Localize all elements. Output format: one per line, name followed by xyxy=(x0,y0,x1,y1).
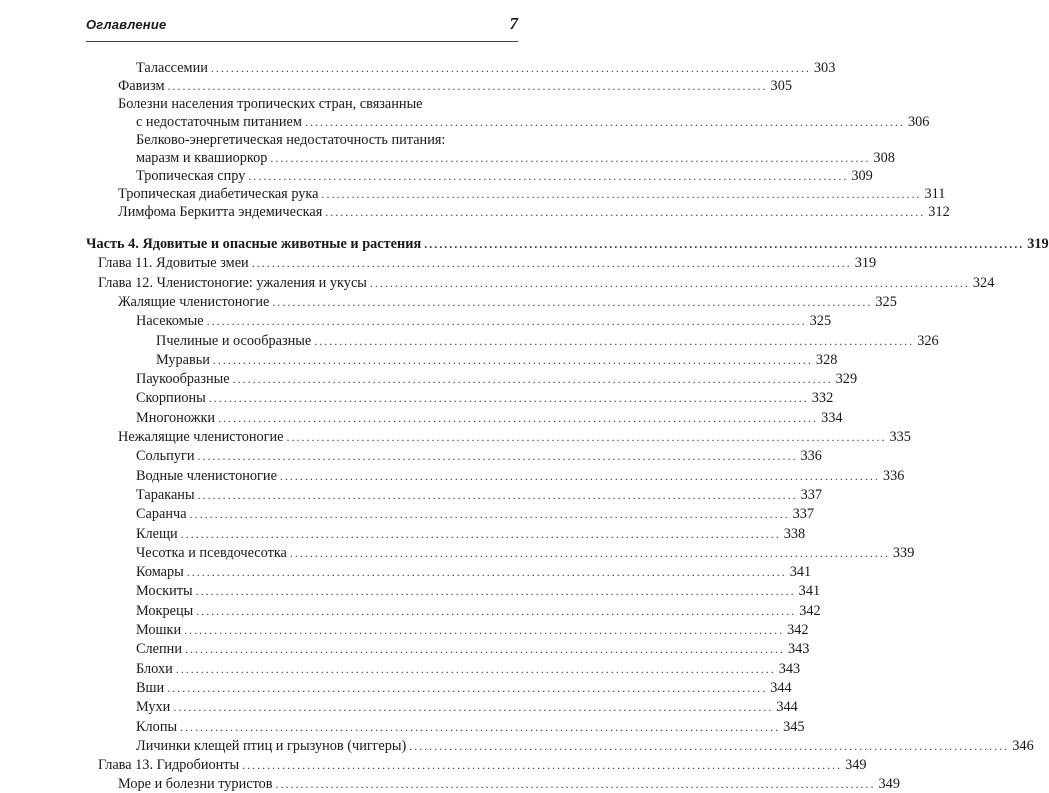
toc-entry[interactable] xyxy=(136,718,805,736)
toc-entry-page: 332 xyxy=(811,390,834,407)
toc-entry[interactable] xyxy=(136,699,798,716)
toc-entry[interactable] xyxy=(136,60,836,77)
toc-entry[interactable] xyxy=(136,679,792,697)
header-page-number: 7 xyxy=(509,14,518,33)
toc-entry-label: Слепни xyxy=(136,641,182,658)
toc-entry[interactable] xyxy=(136,371,858,388)
toc-entry-label: Клопы xyxy=(136,718,178,735)
toc-entry[interactable] xyxy=(118,78,792,95)
toc-entry-page: 335 xyxy=(889,429,911,445)
dot-leader: ........................................................................................................................ xyxy=(369,275,970,290)
dot-leader: ........................................................................................................................ xyxy=(289,545,890,560)
toc-entry-page: 339 xyxy=(892,544,915,561)
dot-leader: ........................................................................................................................ xyxy=(251,256,852,271)
toc-entry-page: 329 xyxy=(835,371,858,388)
toc-entry[interactable] xyxy=(118,186,946,203)
toc-entry-page: 337 xyxy=(800,486,823,503)
toc-entry-label: Паукообразные xyxy=(136,371,230,388)
dot-leader: ........................................................................................................................ xyxy=(275,777,876,792)
toc-entry-page: 342 xyxy=(799,602,821,619)
dot-leader: ........................................................................................................................ xyxy=(314,333,915,348)
dot-leader: ........................................................................................................................ xyxy=(325,205,926,219)
toc-entry[interactable] xyxy=(98,255,877,272)
dot-leader: ........................................................................................................................ xyxy=(195,584,796,599)
toc-entry-page: 309 xyxy=(851,168,873,184)
toc-entry-page: 344 xyxy=(776,699,798,716)
toc-entry[interactable] xyxy=(136,564,812,581)
toc-entry[interactable] xyxy=(118,293,897,311)
toc-entry[interactable] xyxy=(136,602,821,620)
toc-entry-label: Водные членистоногие xyxy=(136,467,277,484)
dot-leader: ........................................................................................................................ xyxy=(304,115,905,129)
toc-entry[interactable] xyxy=(136,409,843,427)
toc-entry-page: 312 xyxy=(928,204,950,220)
dot-leader: ........................................................................................................................ xyxy=(279,468,880,483)
toc-entry-page: 336 xyxy=(800,448,822,465)
toc-entry[interactable] xyxy=(136,583,821,600)
dot-leader: ........................................................................................................................ xyxy=(206,314,807,329)
toc-entry[interactable] xyxy=(136,313,832,330)
dot-leader: ........................................................................................................................ xyxy=(197,487,798,502)
toc-entry-page: 328 xyxy=(815,351,838,368)
toc-entry[interactable] xyxy=(136,544,915,562)
toc-part-heading[interactable] xyxy=(86,236,1049,253)
dot-leader: ........................................................................................................................ xyxy=(186,565,787,580)
dot-leader: ........................................................................................................................ xyxy=(218,410,819,425)
dot-leader: ........................................................................................................................ xyxy=(286,430,887,444)
toc-entry-label: Комары xyxy=(136,564,184,581)
toc-entry-page: 338 xyxy=(783,525,806,542)
dot-leader: ........................................................................................................................ xyxy=(242,758,843,773)
toc-entry-page: 345 xyxy=(783,718,805,735)
toc-entry[interactable] xyxy=(156,332,939,350)
toc-entry[interactable] xyxy=(136,390,834,407)
toc-entry[interactable] xyxy=(136,622,809,639)
toc-entry-label: с недостаточным питанием xyxy=(136,114,302,130)
dot-leader: ........................................................................................................................ xyxy=(210,61,811,75)
toc-entry-page: 303 xyxy=(813,60,836,76)
toc-entry-label: Мухи xyxy=(136,699,171,716)
toc-entry-page: 343 xyxy=(778,660,801,677)
dot-leader: ........................................................................................................................ xyxy=(409,738,1010,753)
toc-entry-label: Море и болезни туристов xyxy=(118,776,273,793)
toc-entry-label: Мокрецы xyxy=(136,602,194,619)
dot-leader: ........................................................................................................................ xyxy=(270,151,871,165)
toc-entry[interactable] xyxy=(136,168,873,185)
toc-entry-page: 341 xyxy=(798,583,821,600)
toc-entry-label: маразм и квашиоркор xyxy=(136,150,268,166)
toc-entry-label: Многоножки xyxy=(136,409,216,426)
toc-entry[interactable] xyxy=(136,506,815,523)
dot-leader: ........................................................................................................................ xyxy=(184,623,785,637)
toc-entry-label: Жалящие членистоногие xyxy=(118,293,270,310)
toc-entry[interactable] xyxy=(136,660,801,678)
toc-entry[interactable] xyxy=(136,641,810,658)
dot-leader: ........................................................................................................................ xyxy=(196,603,797,618)
dot-leader: ........................................................................................................................ xyxy=(189,507,790,522)
toc-entry-page: 346 xyxy=(1012,737,1034,754)
toc-entry-label: Сольпуги xyxy=(136,448,195,465)
dot-leader: ........................................................................................................................ xyxy=(180,526,781,541)
toc-entry-label: Тараканы xyxy=(136,486,195,503)
toc-entry-label: Мошки xyxy=(136,622,182,638)
dot-leader: ........................................................................................................................ xyxy=(212,352,813,367)
header-title: Оглавление xyxy=(86,17,167,32)
toc-entry-page: 325 xyxy=(875,293,897,310)
dot-leader: ........................................................................................................................ xyxy=(184,642,785,657)
toc-entry[interactable] xyxy=(136,467,905,485)
toc-entry-label: Вши xyxy=(136,679,165,696)
dot-leader: ........................................................................................................................ xyxy=(167,79,768,93)
dot-leader: ........................................................................................................................ xyxy=(167,680,768,695)
toc-entry[interactable] xyxy=(118,429,911,446)
toc-entry[interactable] xyxy=(156,351,838,369)
toc-entry[interactable] xyxy=(136,114,930,131)
dot-leader: ........................................................................................................................ xyxy=(173,700,774,715)
toc-entry-page: 342 xyxy=(787,622,809,638)
toc-entry-label: Лимфома Беркитта эндемическая xyxy=(118,204,323,220)
toc-entry-page: 336 xyxy=(882,467,905,484)
toc-entry-label: Блохи xyxy=(136,660,173,677)
toc-entry-page: 305 xyxy=(770,78,792,94)
toc-entry-page: 319 xyxy=(854,255,877,272)
toc-entry-page: 334 xyxy=(821,409,843,426)
toc-entry-label: Глава 13. Гидробионты xyxy=(98,757,240,774)
dot-leader: ........................................................................................................................ xyxy=(321,187,922,201)
toc-entry[interactable] xyxy=(136,486,823,504)
toc-entry-label: Пчелиные и осообразные xyxy=(156,332,312,349)
toc-entry-label: Нежалящие членистоногие xyxy=(118,429,284,445)
toc-entry-label: Скорпионы xyxy=(136,390,206,407)
toc-entry-label: Москиты xyxy=(136,583,193,600)
dot-leader: ........................................................................................................................ xyxy=(175,661,776,676)
toc-entry[interactable] xyxy=(136,150,895,167)
toc-entry[interactable] xyxy=(136,525,806,543)
toc-entry-label: Тропическая спру xyxy=(136,168,246,184)
toc-entry-label[interactable]: Болезни населения тропических стран, связанные xyxy=(118,96,423,112)
toc-entry-label: Личинки клещей птиц и грызунов (чиггеры) xyxy=(136,737,407,754)
toc-entry-label[interactable]: Белково-энергетическая недостаточность питания: xyxy=(136,132,446,148)
toc-entry-label: Глава 11. Ядовитые змеи xyxy=(98,255,249,272)
toc-entry-page: 306 xyxy=(907,114,930,130)
toc-entry-label: Фавизм xyxy=(118,78,165,94)
toc-entry-label: Муравьи xyxy=(156,351,210,368)
toc-entry-page: 319 xyxy=(1027,236,1049,252)
toc-entry-page: 326 xyxy=(917,332,939,349)
dot-leader: ........................................................................................................................ xyxy=(424,237,1025,251)
toc-entry-label: Талассемии xyxy=(136,60,208,76)
dot-leader: ........................................................................................................................ xyxy=(248,169,849,183)
toc-entry-page: 308 xyxy=(873,150,895,166)
toc-entry[interactable] xyxy=(136,737,1034,755)
dot-leader: ........................................................................................................................ xyxy=(197,449,798,464)
toc-entry-label: Часть 4. Ядовитые и опасные животные и растения xyxy=(86,236,422,252)
toc-entry-label: Чесотка и псевдочесотка xyxy=(136,544,287,561)
toc-entry-page: 325 xyxy=(809,313,832,330)
toc-entry[interactable] xyxy=(118,776,900,793)
toc-entry-label: Тропическая диабетическая рука xyxy=(118,186,319,202)
toc-entry-page: 337 xyxy=(792,506,815,523)
toc-entry-page: 311 xyxy=(924,186,946,202)
toc-entry-label: Саранча xyxy=(136,506,187,523)
toc-entry[interactable] xyxy=(98,757,867,774)
dot-leader: ........................................................................................................................ xyxy=(180,719,781,734)
dot-leader: ........................................................................................................................ xyxy=(232,372,833,387)
dot-leader: ........................................................................................................................ xyxy=(208,391,809,406)
toc-entry-label: Насекомые xyxy=(136,313,204,330)
toc-entry-page: 341 xyxy=(789,564,812,581)
toc-entry-page: 344 xyxy=(770,679,792,696)
toc-entry-page: 349 xyxy=(878,776,900,793)
toc-entry-page: 343 xyxy=(787,641,810,658)
toc-entry-label: Клещи xyxy=(136,525,178,542)
toc-entry[interactable] xyxy=(136,448,822,465)
toc-entry-page: 349 xyxy=(845,757,867,774)
toc-entry-label: Глава 12. Членистоногие: ужаления и укусы xyxy=(98,274,367,291)
toc-entry[interactable] xyxy=(98,274,995,292)
toc-entry-page: 324 xyxy=(972,274,995,291)
dot-leader: ........................................................................................................................ xyxy=(272,294,873,309)
toc-entry[interactable] xyxy=(118,204,950,221)
